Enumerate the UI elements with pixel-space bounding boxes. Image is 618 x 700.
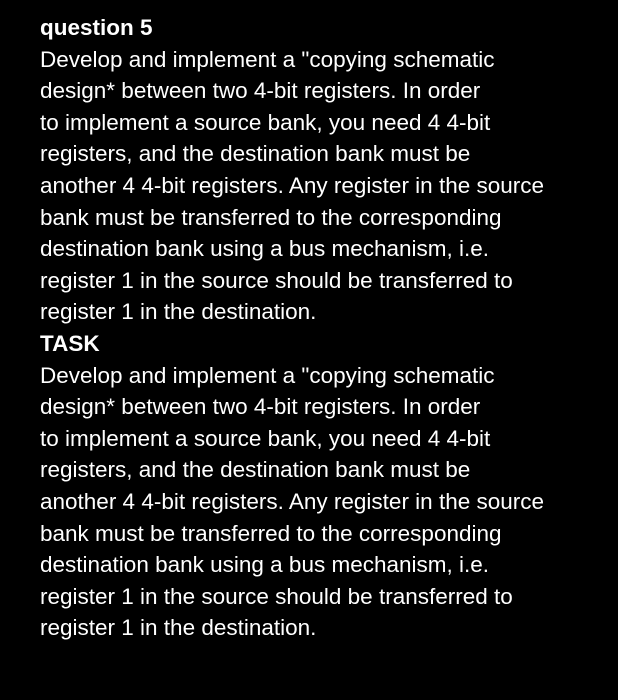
task-paragraph (40, 360, 598, 644)
question-heading: question 5 (40, 15, 153, 40)
text-line: another 4 4-bit registers. Any register in the source (40, 488, 545, 514)
text-line: register 1 in the source should be transferred to (40, 583, 513, 609)
text-line: register 1 in the destination. (40, 299, 317, 325)
text-line: Develop and implement a "copying schematic (40, 362, 495, 388)
text-line: to implement a source bank, you need 4 4-bit (40, 425, 491, 451)
text-line: destination bank using a bus mechanism, i.e. (40, 236, 490, 262)
question-paragraph (40, 44, 598, 328)
text-line: design* between two 4-bit registers. In order (40, 394, 481, 420)
text-line: register 1 in the destination. (40, 615, 317, 641)
text-line: another 4 4-bit registers. Any register in the source (40, 172, 545, 198)
text-line: destination bank using a bus mechanism, i.e. (40, 552, 490, 578)
text-line: registers, and the destination bank must be (40, 457, 471, 483)
text-line: bank must be transferred to the corresponding (40, 520, 502, 546)
text-line: register 1 in the source should be transferred to (40, 267, 513, 293)
text-line: design* between two 4-bit registers. In order (40, 78, 481, 104)
text-line: Develop and implement a "copying schematic (40, 46, 495, 72)
task-heading: TASK (40, 330, 100, 356)
text-line: bank must be transferred to the corresponding (40, 204, 502, 230)
text-line: to implement a source bank, you need 4 4-bit (40, 109, 491, 135)
text-line: registers, and the destination bank must be (40, 141, 471, 167)
